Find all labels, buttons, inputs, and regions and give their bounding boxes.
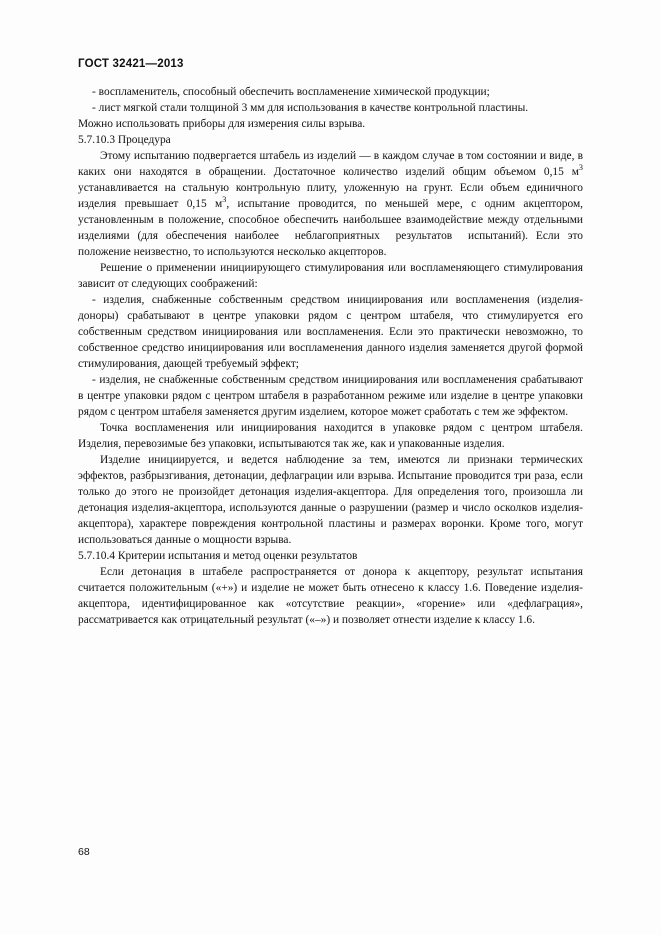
paragraph-criteria-body: Если детонация в штабеле распространяется от донора к акцептору, результат испытания считается положительным («+») и изделие не может быть отнесено к классу 1.6. Поведение изделия-акцептора, идентифицированное как «отсутствие реакции», «горение» или «дефлаграция», рассматривается как отрицательный результат («–») и позволяет отнести изделие к классу 1.6.: [78, 566, 583, 626]
paragraph-procedure-body: Этому испытанию подвергается штабель из изделий — в каждом случае в том состоянии и виде, в каких они находятся в обращении. Достаточное количество изделий общим объемом 0,15 $м^3$ устанавливается на стальную контрольную плиту, уложенную на грунт. Если объем единичного изделия превышает 0,15 $м^3$, испытание проводится, по меньшей мере, с одним акцептором, установленным в положение, способное обеспечить наибольшее взаимодействие между отдельными изделиями (для обеспечения наиболее неблагоприятных результатов испытаний). Если это положение неизвестно, то используются несколько акцепторов.: [78, 150, 583, 258]
heading-5-7-10-4: 5.7.10.4 Критерии испытания и метод оценки результатов: [78, 550, 358, 562]
paragraph-instruments: Можно использовать приборы для измерения силы взрыва.: [78, 118, 366, 130]
page-number: 68: [78, 846, 90, 858]
paragraph-ignition-point: Точка воспламенения или инициирования находится в упаковке рядом с центром штабеля. Изделия, перевозимые без упаковки, испытываются так же, как и упакованные изделия.: [78, 422, 583, 450]
paragraph-bullet-nondonors: - изделия, не снабженные собственным средством инициирования или воспламенения срабатывают в центре упаковки рядом с центром штабеля в разработанном режиме или изделие в центре упаковки рядом с центром штабеля заменяется другим изделием, которое может сработать с тем же эффектом.: [78, 374, 583, 418]
paragraph-bullet-igniter: - воспламенитель, способный обеспечить воспламенение химической продукции;: [92, 86, 490, 98]
document-body: [78, 84, 583, 628]
paragraph-bullet-steel-sheet: - лист мягкой стали толщиной 3 мм для использования в качестве контрольной пластины.: [92, 102, 529, 114]
paragraph-decision: Решение о применении инициирующего стимулирования или воспламеняющего стимулирования зависит от следующих соображений:: [78, 262, 583, 290]
heading-5-7-10-3: 5.7.10.3 Процедура: [78, 134, 171, 146]
page-header: ГОСТ 32421—2013: [78, 58, 184, 70]
paragraph-observation: Изделие инициируется, и ведется наблюдение за тем, имеются ли признаки термических эффектов, разбрызгивания, детонации, дефлаграции или взрыва. Испытание проводится три раза, если только до этого не произойдет детонация изделия-акцептора. Для определения того, произошла ли детонация изделия-акцептора, используются данные о разрушении (размер и число осколков изделия-акцептора), характере повреждения контрольной пластины и размерах воронки. Кроме того, могут использоваться данные о мощности взрыва.: [78, 454, 583, 546]
paragraph-bullet-donors: - изделия, снабженные собственным средством инициирования или воспламенения (изделия-доноры) срабатывают в центре упаковки рядом с центром штабеля, что стимулируется его собственным средством инициирования или воспламенения. Если это практически невозможно, то собственное средство инициирования или воспламенения данного изделия заменяется другой формой стимулирования, дающей требуемый эффект;: [78, 294, 583, 370]
